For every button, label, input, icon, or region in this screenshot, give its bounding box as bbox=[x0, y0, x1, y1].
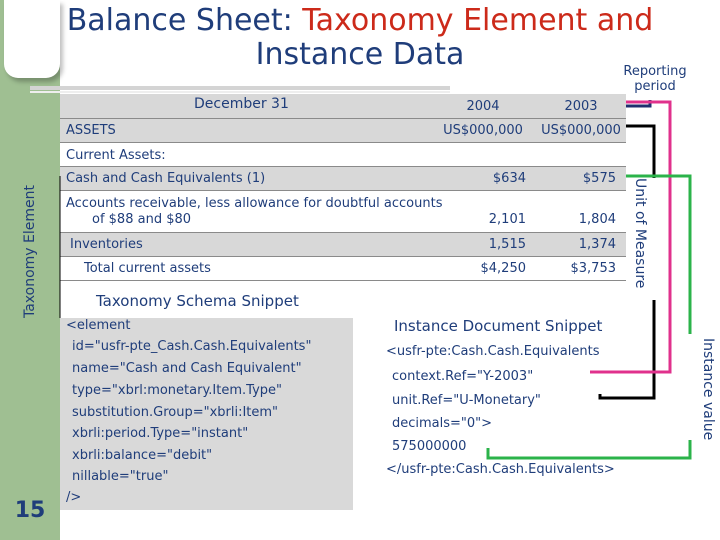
row-value-2004: 2,101 bbox=[488, 212, 526, 227]
title-main: Balance Sheet: bbox=[66, 3, 303, 38]
row-label: Inventories bbox=[70, 237, 143, 252]
assets-label: ASSETS bbox=[66, 123, 116, 138]
row-value-2003: $3,753 bbox=[570, 261, 616, 276]
schema-snippet-title: Taxonomy Schema Snippet bbox=[96, 292, 299, 310]
unit-connector-top bbox=[626, 126, 654, 178]
taxonomy-element-label: Taxonomy Element bbox=[22, 184, 38, 318]
row-value-2003: $575 bbox=[582, 171, 616, 186]
row-label: Cash and Cash Equivalents (1) bbox=[66, 171, 266, 186]
title-accent: Taxonomy Element and bbox=[302, 3, 654, 38]
unit-2003: US$000,000 bbox=[541, 123, 621, 138]
instance-line: context.Ref="Y-2003" bbox=[392, 369, 534, 384]
value-connector-bottom bbox=[488, 440, 690, 458]
row-value-2004: $4,250 bbox=[480, 261, 526, 276]
year-2003-header: 2003 bbox=[564, 99, 598, 114]
period-header: December 31 bbox=[194, 96, 289, 112]
schema-line: xbrli:balance="debit" bbox=[72, 448, 213, 463]
schema-line: <element bbox=[66, 318, 131, 333]
schema-line: nillable="true" bbox=[72, 469, 169, 484]
instance-line: <usfr-pte:Cash.Cash.Equivalents bbox=[386, 344, 600, 359]
row-value-2004: 1,515 bbox=[488, 237, 526, 252]
unit-connector-bottom bbox=[600, 300, 654, 398]
schema-line: /> bbox=[66, 490, 82, 505]
title-line2: Instance Data bbox=[255, 37, 465, 72]
row-label: Total current assets bbox=[84, 261, 211, 276]
unit-of-measure-label: Unit of Measure bbox=[632, 178, 648, 289]
page-number: 15 bbox=[14, 498, 46, 523]
schema-line: name="Cash and Cash Equivalent" bbox=[72, 361, 302, 376]
current-assets-label: Current Assets: bbox=[66, 148, 166, 163]
row-label-continued: of $88 and $80 bbox=[92, 212, 192, 227]
instance-line: unit.Ref="U-Monetary" bbox=[392, 393, 541, 408]
row-value-2003: 1,804 bbox=[578, 212, 616, 227]
instance-snippet-title: Instance Document Snippet bbox=[394, 317, 603, 335]
instance-value-label: Instance value bbox=[700, 338, 716, 441]
unit-2004: US$000,000 bbox=[443, 123, 523, 138]
instance-line: decimals="0"> bbox=[392, 416, 493, 431]
reporting-period-label: Reporting period bbox=[623, 64, 687, 94]
schema-line: id="usfr-pte_Cash.Cash.Equivalents" bbox=[72, 339, 312, 354]
year-2004-header: 2004 bbox=[466, 99, 500, 114]
schema-line: substitution.Group="xbrli:Item" bbox=[72, 405, 279, 420]
row-label: Accounts receivable, less allowance for doubtful accounts bbox=[66, 196, 443, 211]
instance-line: </usfr-pte:Cash.Cash.Equivalents> bbox=[386, 462, 615, 477]
schema-line: xbrli:period.Type="instant" bbox=[72, 426, 249, 441]
instance-line: 575000000 bbox=[392, 439, 467, 454]
row-value-2004: $634 bbox=[492, 171, 526, 186]
schema-line: type="xbrl:monetary.Item.Type" bbox=[72, 383, 282, 398]
row-value-2003: 1,374 bbox=[578, 237, 616, 252]
